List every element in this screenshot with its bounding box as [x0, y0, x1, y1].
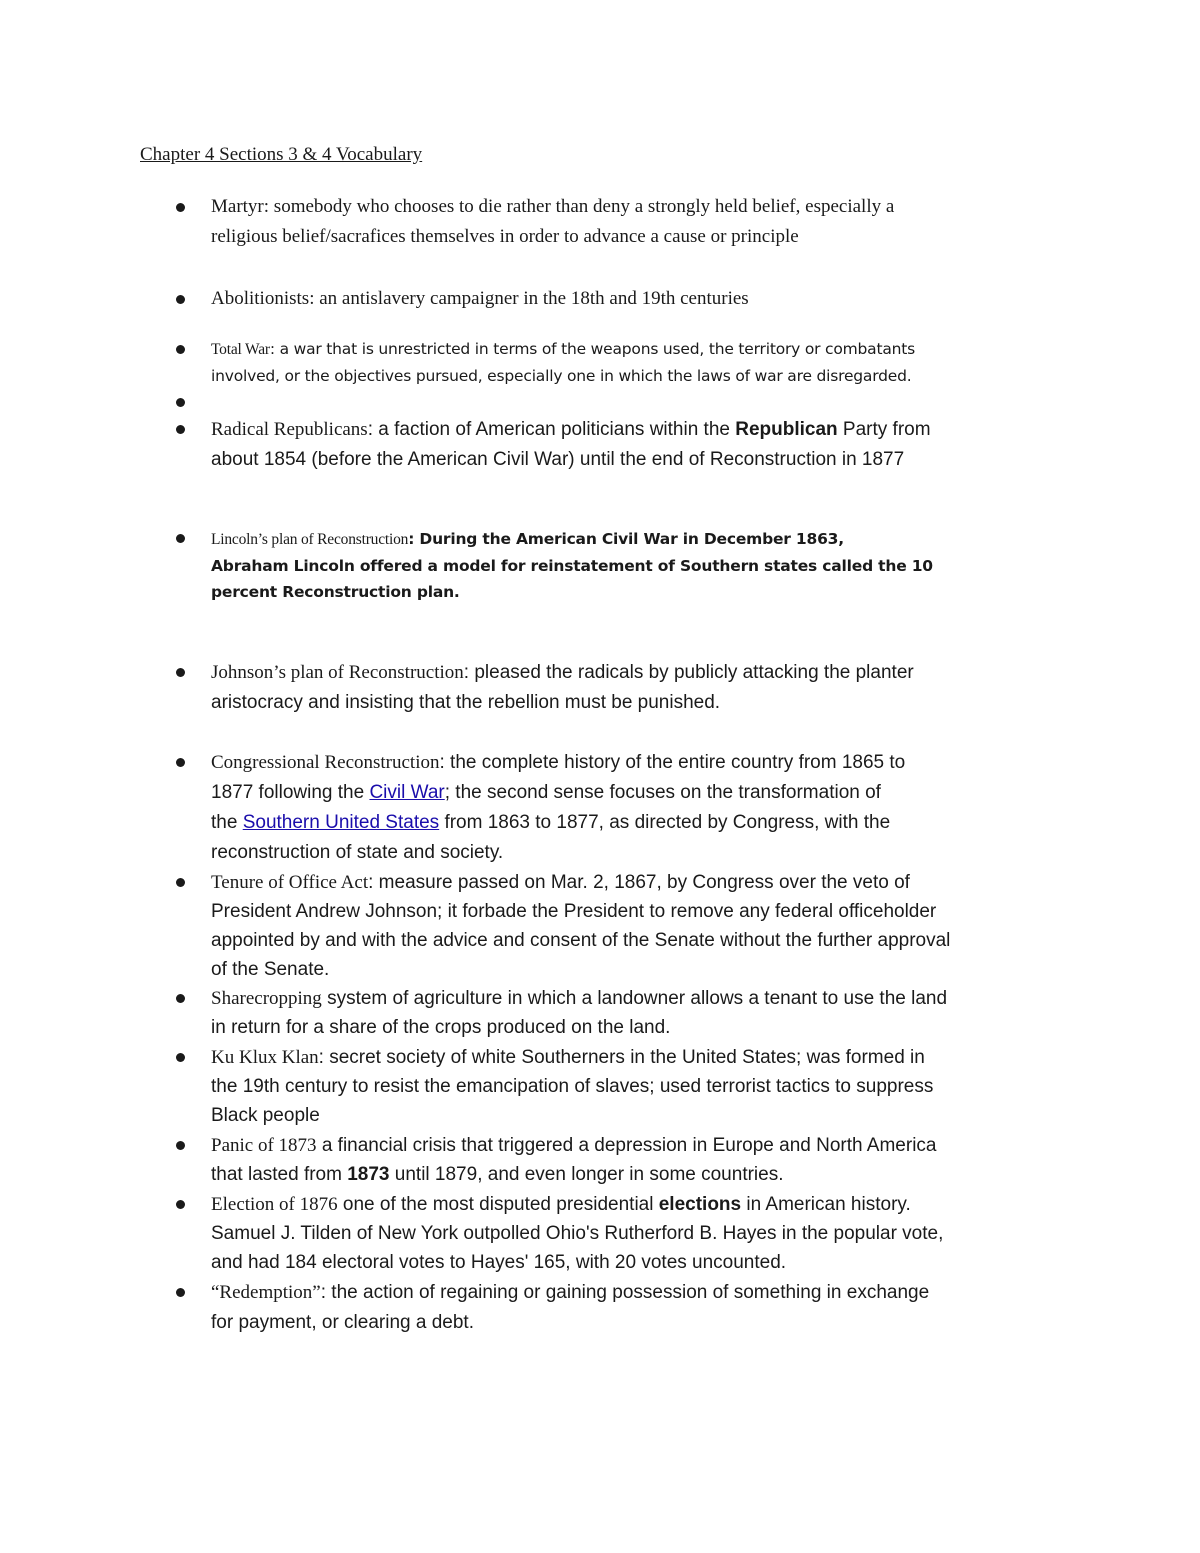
bullet-icon	[176, 203, 185, 212]
item-line: religious belief/sacrafices themselves in order to advance a cause or principle	[211, 226, 799, 247]
bullet-icon	[176, 1053, 185, 1062]
item-line	[211, 526, 1071, 553]
item-line: the 19th century to resist the emancipation of slaves; used terrorist tactics to suppress	[211, 1076, 934, 1097]
definition: a financial crisis that triggered a depression in Europe and North America	[316, 1135, 937, 1156]
bullet-icon	[176, 534, 185, 543]
item-line: of the Senate.	[211, 959, 330, 980]
term: Tenure of Office Act	[211, 872, 369, 893]
bullet-icon	[176, 1141, 185, 1150]
definition: until 1879, and even longer in some countries.	[389, 1164, 784, 1185]
civil-war-link[interactable]: Civil War	[369, 782, 445, 803]
item-line	[211, 1278, 1071, 1308]
list-item-total-war	[211, 336, 1071, 389]
page-title: Chapter 4 Sections 3 & 4 Vocabulary	[140, 144, 423, 165]
item-line: Black people	[211, 1105, 320, 1126]
term: Sharecropping	[211, 988, 322, 1009]
bold-text: 1873	[347, 1164, 390, 1185]
definition: in American history.	[741, 1194, 911, 1215]
item-line: aristocracy and insisting that the rebellion must be punished.	[211, 692, 721, 713]
bold-text: elections	[658, 1194, 742, 1215]
definition: offered a model for reinstatement of Southern states called the 10	[354, 557, 933, 575]
bullet-icon	[176, 398, 185, 407]
list-item-martyr	[211, 192, 1071, 252]
list-item-sharecropping	[211, 984, 1071, 1042]
item-line: and had 184 electoral votes to Hayes' 165, with 20 votes uncounted.	[211, 1252, 787, 1273]
definition: Abraham	[211, 557, 294, 575]
item-line	[211, 868, 1071, 897]
bullet-icon	[176, 345, 185, 354]
definition: system of agriculture in which a landowner allows a tenant to use the land	[321, 988, 948, 1009]
definition: from 1863 to 1877, as directed by Congress, with the	[439, 812, 891, 833]
definition: : a faction of American politicians within the	[367, 419, 736, 440]
item-line	[211, 984, 1071, 1013]
definition: Party from	[837, 419, 931, 440]
bullet-icon	[176, 668, 185, 677]
item-line	[211, 778, 1071, 808]
definition: : an antislavery campaigner in the 18th and 19th centuries	[309, 288, 749, 309]
list-item-ku-klux-klan	[211, 1043, 1071, 1130]
term: Lincoln’s plan of Reconstruction	[211, 531, 409, 548]
bullet-icon	[176, 295, 185, 304]
item-line: about 1854 (before the American Civil War) until the end of Reconstruction in 1877	[211, 449, 905, 470]
item-line	[211, 553, 1071, 579]
list-item-election-of-1876	[211, 1190, 1071, 1277]
definition: percent	[211, 583, 283, 601]
item-line: involved, or the objectives pursued, especially one in which the laws of war are disregarded.	[211, 367, 912, 385]
item-line	[211, 1131, 1071, 1160]
item-line: appointed by and with the advice and consent of the Senate without the further approval	[211, 930, 951, 951]
southern-united-states-link[interactable]: Southern United States	[242, 812, 440, 833]
list-item-radical-republicans	[211, 415, 1071, 475]
item-line: President Andrew Johnson; it forbade the President to remove any federal officeholder	[211, 901, 937, 922]
definition: : the action of regaining or gaining possession of something in exchange	[320, 1282, 930, 1303]
definition: that lasted from	[211, 1164, 348, 1185]
item-line	[211, 336, 1071, 363]
bullet-icon	[176, 758, 185, 767]
bold-text: Reconstruction plan.	[282, 583, 460, 601]
definition: ; the second sense focuses on the transformation of	[444, 782, 881, 803]
definition: : somebody who chooses to die rather than deny a strongly held belief, especially a	[263, 196, 895, 217]
term: Panic of 1873	[211, 1135, 317, 1156]
item-line: in return for a share of the crops produced on the land.	[211, 1017, 671, 1038]
bold-text: Republican	[735, 419, 838, 440]
definition: one of the most disputed presidential	[337, 1194, 659, 1215]
definition: : secret society of white Southerners in the United States; was formed in	[318, 1047, 925, 1068]
item-line	[211, 808, 1071, 838]
definition: : measure passed on Mar. 2, 1867, by Congress over the veto of	[368, 872, 910, 893]
list-item-congressional-reconstruction	[211, 748, 1071, 868]
item-line	[211, 1160, 1071, 1189]
bullet-icon	[176, 878, 185, 887]
bold-text: Lincoln	[293, 557, 355, 575]
term: Martyr	[211, 196, 264, 217]
definition: the	[211, 812, 243, 833]
list-item-tenure-of-office-act	[211, 868, 1071, 984]
definition: 1877 following the	[211, 782, 370, 803]
list-item-johnson-plan	[211, 658, 1071, 718]
item-line: for payment, or clearing a debt.	[211, 1312, 474, 1333]
definition: : pleased the radicals by publicly attacking the planter	[463, 662, 914, 683]
item-line	[211, 658, 1071, 688]
bullet-icon	[176, 994, 185, 1003]
definition: : During the American Civil War in December 1863,	[408, 530, 844, 548]
item-line	[211, 748, 1071, 778]
bullet-icon	[176, 1288, 185, 1297]
item-line	[211, 415, 1071, 445]
item-line: reconstruction of state and society.	[211, 842, 504, 863]
definition: : the complete history of the entire country from 1865 to	[439, 752, 906, 773]
bullet-icon	[176, 1200, 185, 1209]
item-line	[211, 1043, 1071, 1072]
list-item-lincoln-plan	[211, 526, 1071, 605]
term: “Redemption”	[211, 1282, 321, 1303]
item-line	[211, 192, 1071, 222]
term: Total War	[211, 341, 270, 358]
term: Ku Klux Klan	[211, 1047, 319, 1068]
definition: : a war that is unrestricted in terms of the weapons used, the territory or combatants	[269, 340, 916, 358]
item-line	[211, 579, 1071, 605]
term: Radical Republicans	[211, 419, 368, 440]
list-item-redemption	[211, 1278, 1071, 1338]
item-line: Samuel J. Tilden of New York outpolled Ohio's Rutherford B. Hayes in the popular vote,	[211, 1223, 944, 1244]
term: Abolitionists	[211, 288, 310, 309]
list-item-panic-of-1873	[211, 1131, 1071, 1189]
term: Election of 1876	[211, 1194, 338, 1215]
term: Congressional Reconstruction	[211, 752, 440, 773]
bullet-icon	[176, 425, 185, 434]
term: Johnson’s plan of Reconstruction	[211, 662, 464, 683]
list-item-abolitionists	[211, 284, 1071, 314]
item-line	[211, 1190, 1071, 1219]
